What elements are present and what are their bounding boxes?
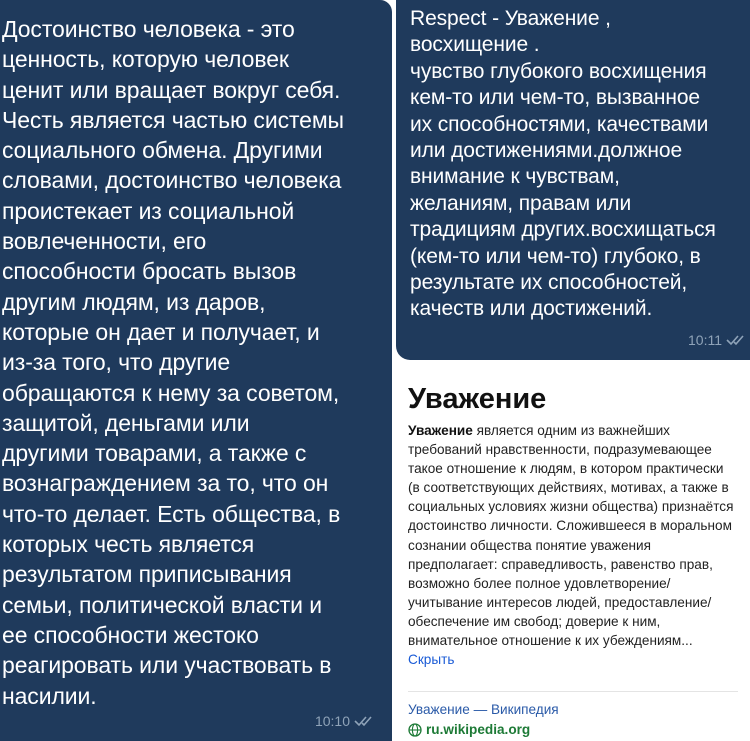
double-check-icon (354, 715, 376, 727)
left-message-meta (315, 713, 376, 729)
right-message-text: Respect - Уважение , восхищение . чувство глубокого восхищения кем-то или чем-то, вызванное их способностями, качествами или достижениями.должное внимание к чувствам, желаниям, правам или традициям других.восхищаться (кем-то или чем-то) глубоко, в результате их способностей, качеств или достижений. (410, 7, 716, 321)
right-message-meta (688, 332, 748, 348)
wiki-source-link[interactable]: Уважение — Википедия (408, 702, 559, 717)
globe-icon (408, 723, 422, 737)
hide-link[interactable]: Скрыть (408, 652, 455, 668)
right-message-time: 10:11 (688, 332, 722, 348)
wiki-source-domain-row[interactable] (408, 722, 530, 737)
right-message-bubble[interactable] (396, 0, 750, 360)
wiki-term: Уважение (408, 423, 473, 438)
wiki-title: Уважение (408, 383, 547, 415)
wiki-source-domain[interactable]: ru.wikipedia.org (426, 722, 531, 737)
left-message-text: Достоинство человека - это ценность, которую человек ценит или вращает вокруг себя. Честь является частью системы социального обмена. Другими словами, достоинство человека проистекает из социальной вовлеченности, его способности бросать вызов другим людям, из даров, которые он дает и получает, и из-за того, что другие обращаются к нему за советом, защитой, деньгами или другими товарами, а также с вознаграждением за то, что он что-то делает. Есть общества, в которых честь является результатом приписывания семьи, политической власти и ее способности жестоко реагировать или участвовать в насилии. (2, 16, 344, 709)
double-check-icon (726, 334, 748, 346)
divider (408, 691, 738, 692)
left-message-time: 10:10 (314, 713, 350, 729)
wikipedia-snippet-card (396, 369, 750, 741)
wiki-definition-text: является одним из важнейших требований нравственности, подразумевающее такое отношение к людям, в котором практически (в соответствующих действиях, мотивах, а также в социальных условиях жизни общества) признаётся достоинство личности. Сложившееся в моральном сознании общества понятие уважения предполагает: справедливость, равенство прав, возможно более полное удовлетворение/учитывание интересов людей, предоставление/обеспечение им свобод; доверие к ним, внимательное отношение к их убеждениям... (408, 423, 734, 649)
wiki-definition (408, 421, 738, 669)
